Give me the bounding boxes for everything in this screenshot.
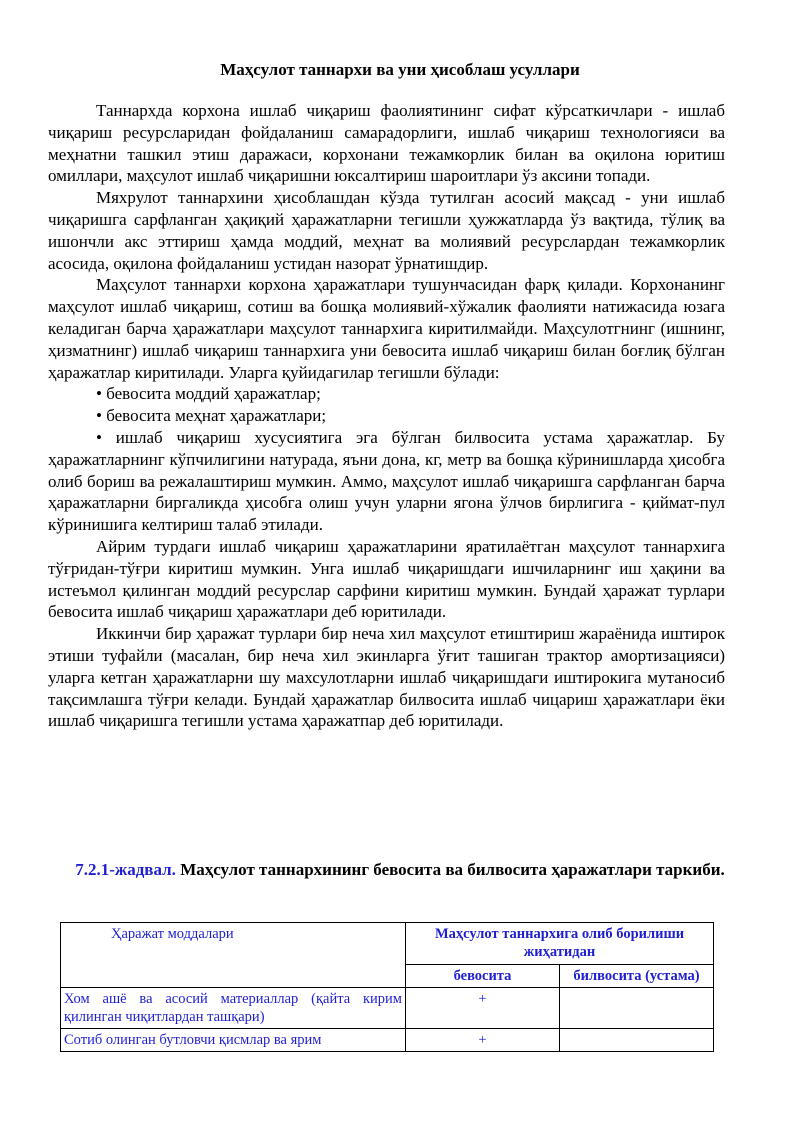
table-caption-text: Маҳсулот таннархининг бевосита ва билвосита ҳаражатлари таркиби. [180,860,725,879]
paragraph: Иккинчи бир ҳаражат турлари бир неча хил маҳсулот етиштириш жараёнида иштирок этиши туфайли (масалан, бир неча хил экинларга ўғит ташиган трактор амортизацияси) уларга кетган ҳаражатларни шу махсулотларни ишлаб чиқаришдаги иштирокига мутаносиб тақсимлашга тўғри келади. Бундай ҳаражатлар билвосита ишлаб чицариш ҳаражатлари ёки ишлаб чиқаришга тегишли устама ҳаражатпар деб юритилади. [48,624,725,731]
cell-indirect [560,1029,714,1052]
subheader-direct: бевосита [406,964,560,987]
cell-direct: + [406,988,560,1029]
table-row [61,988,714,1029]
bullet-item: • бевосита меҳнат ҳаражатлари; [96,406,327,426]
bullet-item: • ишлаб чиқариш хусусиятига эга бўлган билвосита устама ҳаражатлар. Бу ҳаражатларнинг кўпчилигини натурада, яъни дона, кг, метр ва бошқа кўринишларда ҳисобга олиб бориш ва режалаштириш мумкин. Аммо, маҳсулот ишлаб чиқаришга сарфланган барча ҳаражатларни биргаликда ҳисобга олиш учун уларни ягона ўлчов бирлигига - қиймат-пул кўринишига келтириш талаб этилади. [48,427,725,535]
document-title: Маҳсулот таннархи ва уни ҳисоблаш усуллари [220,60,580,79]
table-caption [48,859,752,881]
cell-item: Хом ашё ва асосий материаллар (қайта кирим қилинган чиқитлардан ташқари) [61,988,406,1029]
subheader-indirect: билвосита (устама) [560,964,714,987]
table-row [61,1029,714,1052]
cell-indirect [560,988,714,1029]
cost-items-table [60,922,714,1052]
cell-item: Сотиб олинган бутловчи қисмлар ва ярим [61,1029,406,1052]
header-attribution: Маҳсулот таннархига олиб борилиши жиҳатидан [406,923,714,965]
document-body [48,100,725,732]
table-caption-number: 7.2.1-жадвал. [75,860,176,879]
cell-direct: + [406,1029,560,1052]
header-cost-items: Ҳаражат моддалари [61,923,406,988]
bullet-item: • бевосита моддий ҳаражатлар; [96,384,321,404]
paragraph: Айрим турдаги ишлаб чиқариш ҳаражатларини яратилаётган маҳсулот таннархига тўғридан-тўғри киритиш мумкин. Унга ишлаб чиқаришдаги ишчиларнинг иш ҳақини ва истеъмол қилинган моддий ресурслар сарфини киритиш мумкин. Бундай ҳаражат турлари бевосита ишлаб чиқариш ҳаражатлари деб юритилади. [48,536,725,622]
paragraph: Маҳсулот таннархи корхона ҳаражатлари тушунчасидан фарқ қилади. Корхонанинг маҳсулот ишлаб чиқариш, сотиш ва бошқа молиявий-хўжалик фаолияти натижасида юзага келадиган барча ҳаражатлари маҳсулот таннархига киритилмайди. Маҳсулотгнинг (ишнинг, ҳизматнинг) ишлаб чиқариш таннархига уни бевосита ишлаб чиқариш билан боғлиқ бўлган ҳаражатлар киритилади. Уларга қуйидагилар тегишли бўлади: [48,275,725,382]
paragraph: Таннархда корхона ишлаб чиқариш фаолиятининг сифат кўрсаткичлари - ишлаб чиқариш ресурсларидан фойдаланиш самарадорлиги, ишлаб чиқариш технологияси ва меҳнатни ташкил этиш даражаси, корхонани тежамкорлик билан ва оқилона юритиш омиллари, маҳсулот ишлаб чиқаришни юксалтириш шароитлари ўз аксини топади. [48,101,725,186]
table-header-row [61,923,714,965]
paragraph: Мяхрулот таннархини ҳисоблашдан кўзда тутилган асосий мақсад - уни ишлаб чиқаришга сарфланган ҳақиқий ҳаражатларни тегишли ҳужжатларда ўз вақтида, тўлиқ ва ишончли акс эттириш ҳамда моддий, меҳнат ва молиявий ресурслардан тежамкорлик асосида, оқилона фойдаланиш устидан назорат ўрнатишдир. [48,188,725,273]
